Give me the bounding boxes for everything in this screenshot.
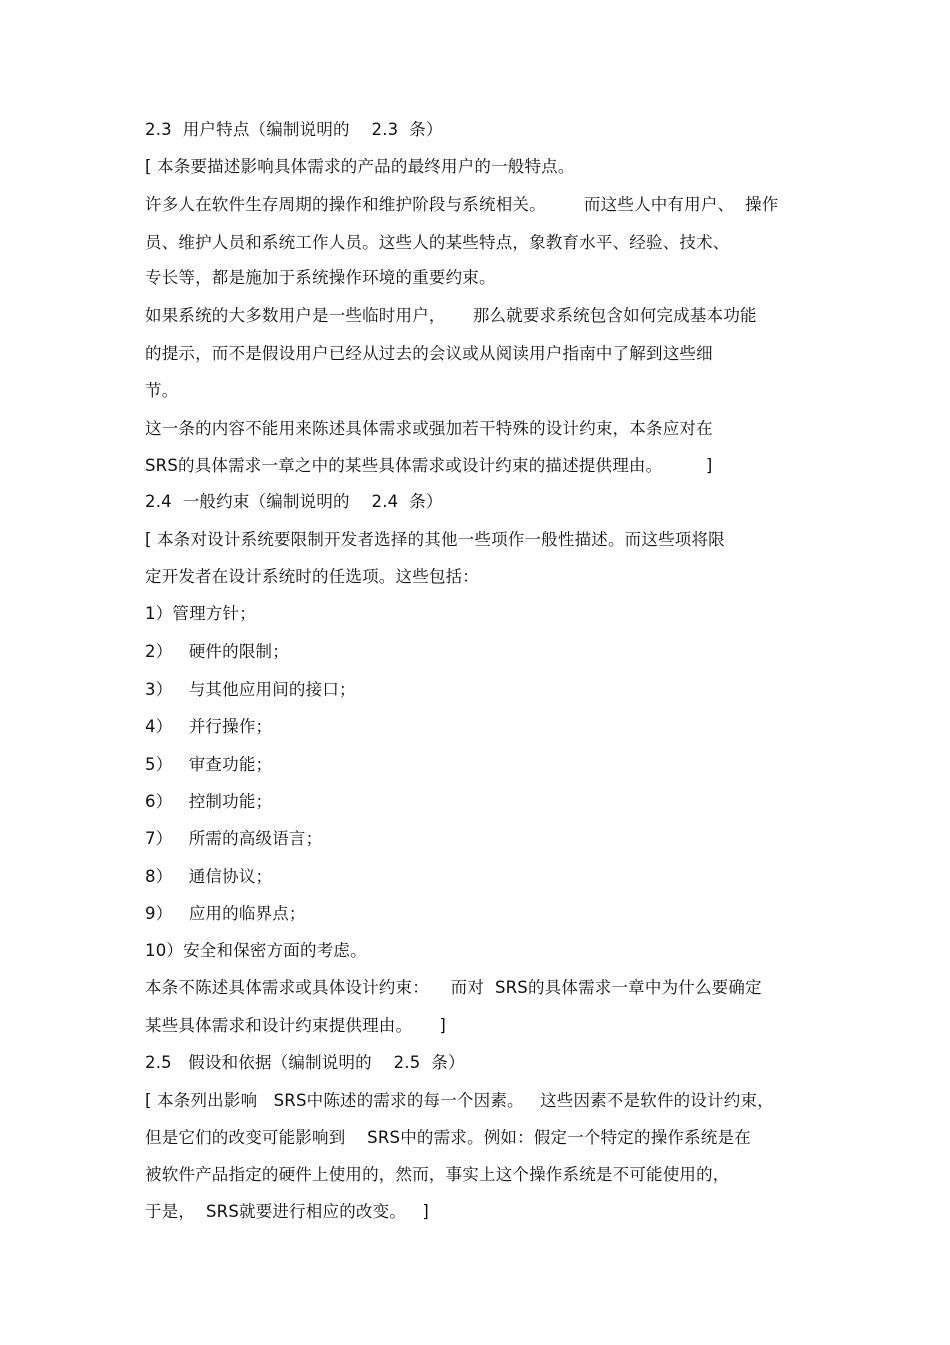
paragraph-line: [ 本条要描述影响具体需求的产品的最终用户的一般特点。 [145, 157, 575, 176]
paragraph-line: 如果系统的大多数用户是一些临时用户， 那么就要求系统包含如何完成基本功能 [145, 306, 757, 325]
list-item: 3） 与其他应用间的接口； [145, 680, 356, 699]
paragraph-line: 员、维护人员和系统工作人员。这些人的某些特点，象教育水平、经验、技术、 [145, 233, 730, 252]
paragraph-line: 但是它们的改变可能影响到 SRS中的需求。例如：假定一个特定的操作系统是在 [145, 1128, 751, 1147]
paragraph-line: 某些具体需求和设计约束提供理由。 ] [145, 1016, 447, 1035]
section-heading-2-5: 2.5 假设和依据（编制说明的 2.5 条） [145, 1053, 465, 1072]
paragraph-line: SRS的具体需求一章之中的某些具体需求或设计约束的描述提供理由。 ] [145, 456, 713, 475]
paragraph-line: 被软件产品指定的硬件上使用的，然而，事实上这个操作系统是不可能使用的， [145, 1165, 730, 1184]
paragraph-line: 专长等，都是施加于系统操作环境的重要约束。 [145, 268, 496, 287]
paragraph-line: 的提示，而不是假设用户已经从过去的会议或从阅读用户指南中了解到这些细 [145, 344, 713, 363]
list-item: 5） 审查功能； [145, 755, 273, 774]
paragraph-line: 于是， SRS就要进行相应的改变。 ] [145, 1202, 429, 1221]
paragraph-line: 节。 [145, 381, 179, 400]
paragraph-line: [ 本条对设计系统要限制开发者选择的其他一些项作一般性描述。而这些项将限 [145, 530, 725, 549]
paragraph-line: 本条不陈述具体需求或具体设计约束： 而对 SRS的具体需求一章中为什么要确定 [145, 978, 762, 997]
section-heading-2-3: 2.3 用户特点（编制说明的 2.3 条） [145, 120, 443, 139]
section-heading-2-4: 2.4 一般约束（编制说明的 2.4 条） [145, 492, 443, 511]
paragraph-line: 许多人在软件生存周期的操作和维护阶段与系统相关。 而这些人中有用户、 操作 [145, 195, 779, 214]
list-item: 2） 硬件的限制； [145, 642, 289, 661]
list-item: 6） 控制功能； [145, 792, 273, 811]
list-item: 1）管理方针； [145, 604, 256, 623]
list-item: 9） 应用的临界点； [145, 904, 306, 923]
list-item: 4） 并行操作； [145, 717, 273, 736]
list-item: 7） 所需的高级语言； [145, 829, 323, 848]
list-item: 8） 通信协议； [145, 867, 273, 886]
list-item: 10）安全和保密方面的考虑。 [145, 941, 367, 960]
paragraph-line: [ 本条列出影响 SRS中陈述的需求的每一个因素。 这些因素不是软件的设计约束， [145, 1091, 774, 1110]
paragraph-line: 这一条的内容不能用来陈述具体需求或强加若干特殊的设计约束，本条应对在 [145, 419, 713, 438]
paragraph-line: 定开发者在设计系统时的任选项。这些包括： [145, 567, 479, 586]
